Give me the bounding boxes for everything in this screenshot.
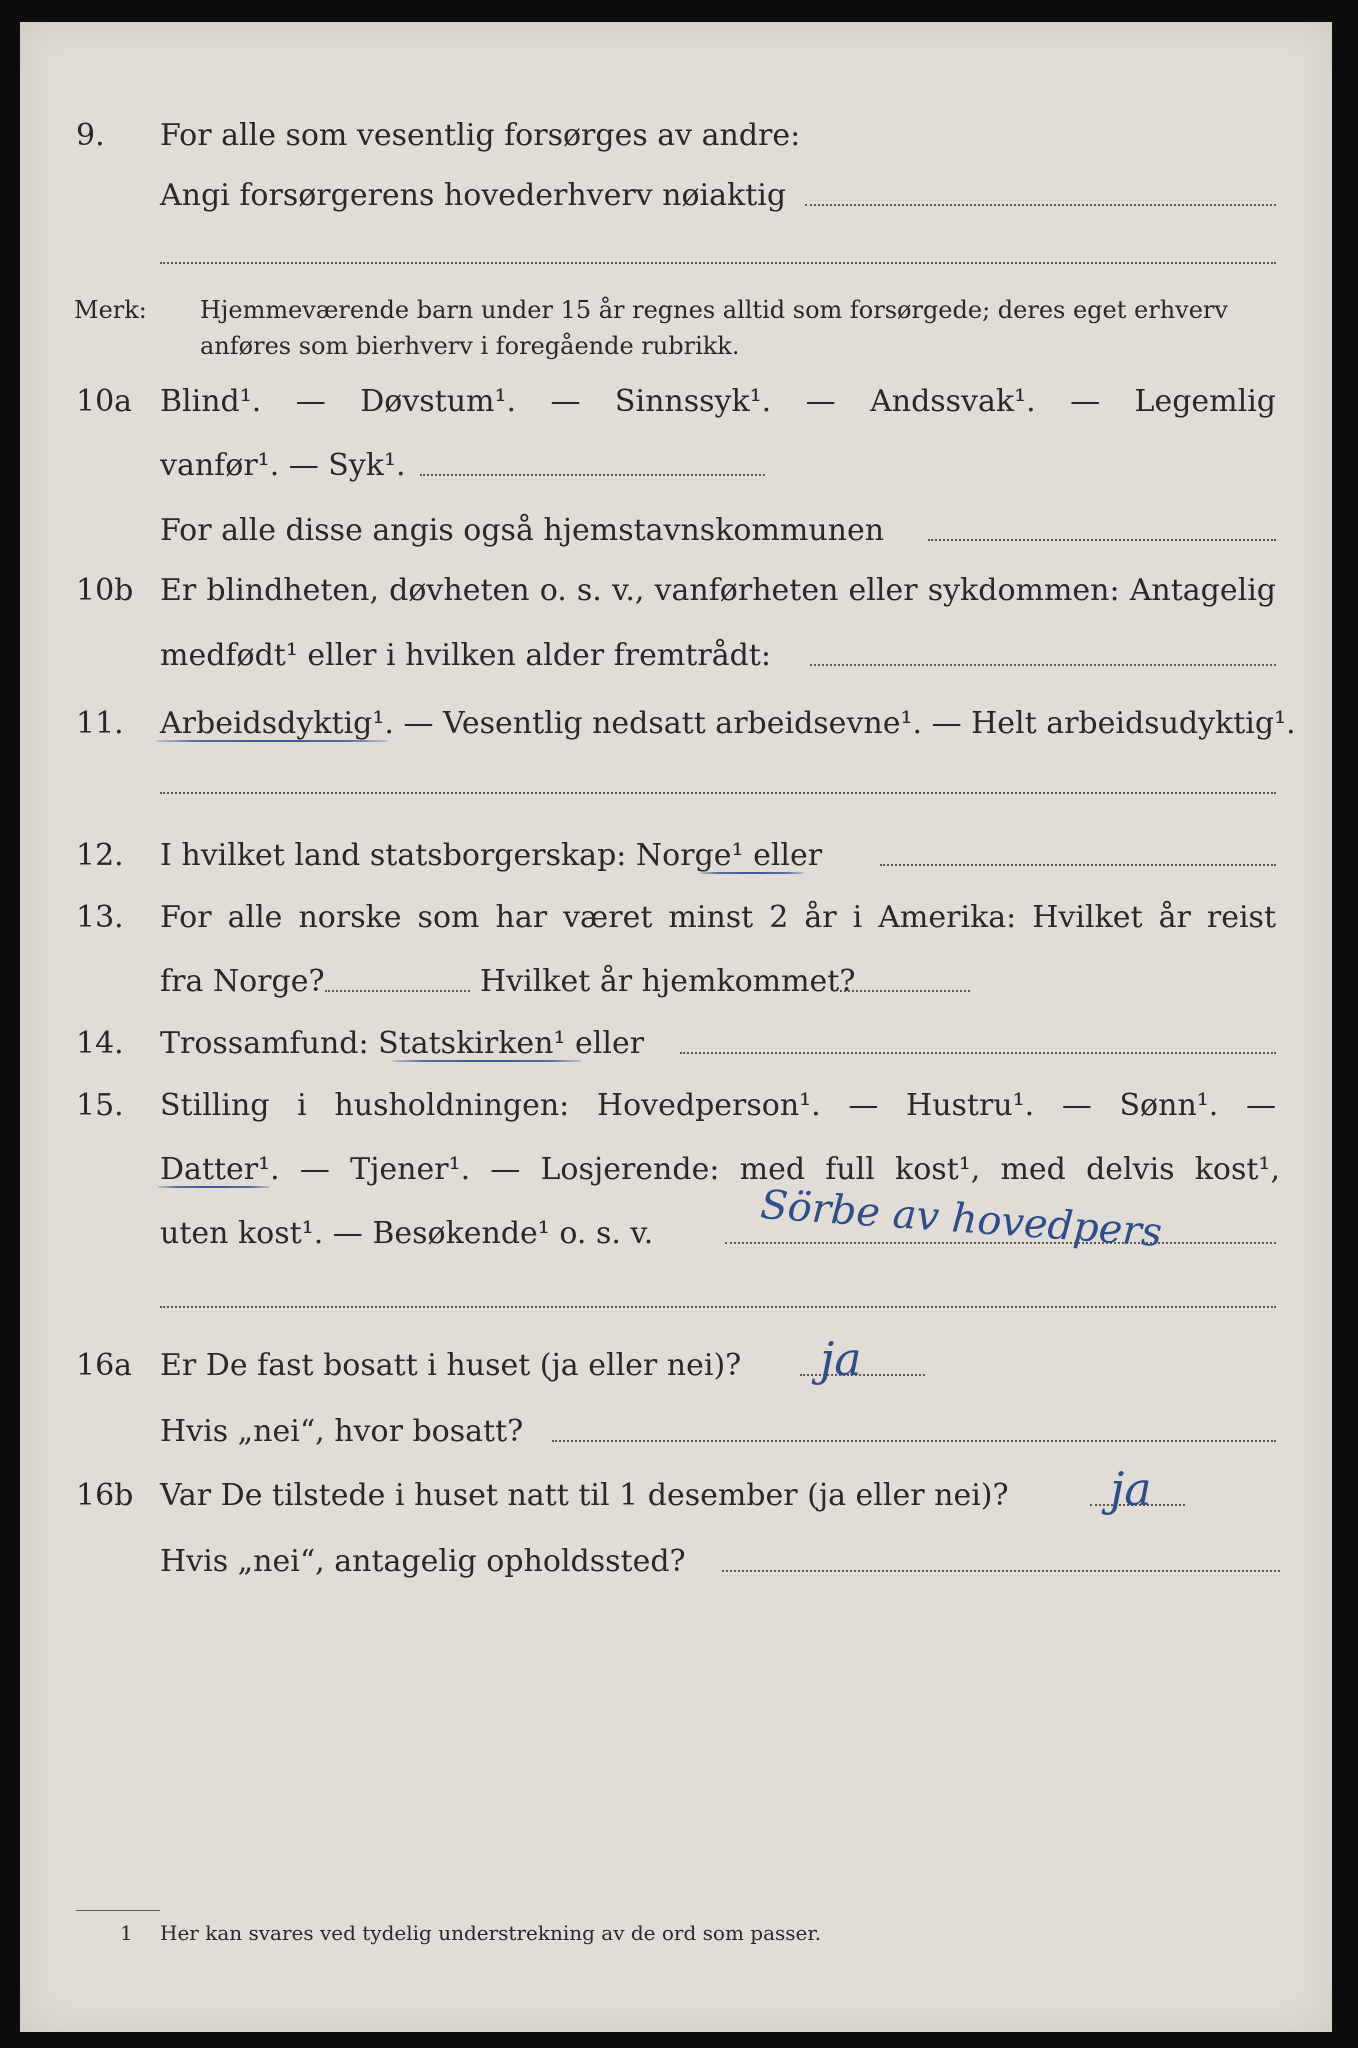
question-10a [20, 380, 1332, 424]
question-14 [20, 1022, 1332, 1066]
question-text: I hvilket land statsborgerskap: Norge¹ eller [160, 838, 823, 873]
answer-line[interactable] [160, 1306, 1276, 1308]
answer-line[interactable] [880, 864, 1276, 866]
answer-line[interactable] [722, 1570, 1280, 1572]
question-text: Arbeidsdyktig¹. — Vesentlig nedsatt arbeidsevne¹. — Helt arbeidsudyktig¹. [160, 706, 1296, 741]
question-text: vanfør¹. — Syk¹. [160, 448, 406, 483]
answer-line[interactable] [552, 1440, 1276, 1442]
note-block-line-2 [20, 328, 1332, 372]
footnote-mark: 1 [120, 1921, 133, 1945]
question-text: uten kost¹. — Besøkende¹ o. s. v. [160, 1216, 654, 1251]
question-number: 10b [76, 573, 134, 608]
question-9 [20, 114, 1332, 158]
handwritten-underline [392, 1060, 582, 1062]
question-text: For alle som vesentlig forsørges av andre: [160, 118, 801, 153]
footnote-rule [76, 1910, 160, 1911]
question-13 [20, 896, 1332, 940]
question-16a-line-2 [20, 1410, 1332, 1454]
question-13-line-2 [20, 960, 1332, 1004]
handwritten-answer-16a: ja [820, 1332, 862, 1386]
question-text: medfødt¹ eller i hvilken alder fremtrådt: [160, 638, 771, 673]
handwritten-answer-16b: ja [1110, 1462, 1152, 1516]
answer-line[interactable] [928, 539, 1276, 541]
question-10b [20, 569, 1332, 613]
answer-line[interactable] [420, 474, 765, 476]
answer-line[interactable] [840, 990, 970, 992]
handwritten-answer-15: Sörbe av hovedpers [758, 1182, 1164, 1256]
question-10a-line-2 [20, 444, 1332, 488]
question-number: 15. [76, 1088, 124, 1123]
note-label: Merk: [74, 296, 147, 324]
question-10a-line-3 [20, 509, 1332, 553]
answer-line[interactable] [810, 664, 1276, 666]
question-number: 9. [76, 118, 105, 153]
footnote-text: Her kan svares ved tydelig understrekning av de ord som passer. [160, 1921, 822, 1945]
question-text: fra Norge? [160, 964, 325, 999]
question-text: Angi forsørgerens hovederhverv nøiaktig [160, 178, 787, 213]
question-number: 16a [76, 1348, 133, 1383]
answer-line[interactable] [800, 1374, 925, 1376]
handwritten-underline [700, 872, 804, 874]
question-text: For alle norske som har været minst 2 år i Amerika: Hvilket år reist [160, 900, 1276, 935]
question-text: Hvis „nei“, antagelig opholdssted? [160, 1544, 686, 1579]
question-15 [20, 1084, 1332, 1128]
question-text: Stilling i husholdningen: Hovedperson¹. — Hustru¹. — Sønn¹. — [160, 1088, 1276, 1123]
question-text: Hvilket år hjemkommet? [480, 964, 856, 999]
question-text: Trossamfund: Statskirken¹ eller [160, 1026, 645, 1061]
handwritten-underline [156, 740, 388, 742]
question-12 [20, 834, 1332, 878]
question-number: 14. [76, 1026, 124, 1061]
note-text: Hjemmeværende barn under 15 år regnes alltid som forsørgede; deres eget erhverv [200, 296, 1228, 324]
question-number: 16b [76, 1478, 134, 1513]
question-number: 11. [76, 706, 124, 741]
question-16a [20, 1344, 1332, 1388]
answer-line[interactable] [325, 990, 470, 992]
footnote [20, 1918, 1332, 1948]
question-text: Er blindheten, døvheten o. s. v., vanførheten eller sykdommen: Antagelig [160, 573, 1276, 608]
question-text: Er De fast bosatt i huset (ja eller nei)? [160, 1348, 742, 1383]
answer-line[interactable] [160, 792, 1276, 794]
answer-line[interactable] [680, 1052, 1276, 1054]
question-text: Hvis „nei“, hvor bosatt? [160, 1414, 524, 1449]
answer-line[interactable] [160, 262, 1276, 264]
answer-line[interactable] [805, 204, 1276, 206]
question-10b-line-2 [20, 634, 1332, 678]
question-9-line-2 [20, 174, 1332, 218]
question-number: 12. [76, 838, 124, 873]
question-16b-line-2 [20, 1540, 1332, 1584]
question-text: Datter¹. — Tjener¹. — Losjerende: med full kost¹, med delvis kost¹, [160, 1152, 1280, 1187]
census-form-page [20, 22, 1332, 2032]
question-text: For alle disse angis også hjemstavnskommunen [160, 513, 885, 548]
question-text: Var De tilstede i huset natt til 1 desember (ja eller nei)? [160, 1478, 1009, 1513]
handwritten-underline [158, 1186, 270, 1188]
question-number: 10a [76, 384, 133, 419]
question-text: Blind¹. — Døvstum¹. — Sinnssyk¹. — Andssvak¹. — Legemlig [160, 384, 1276, 419]
question-number: 13. [76, 900, 124, 935]
note-text: anføres som bierhverv i foregående rubrikk. [200, 332, 740, 360]
